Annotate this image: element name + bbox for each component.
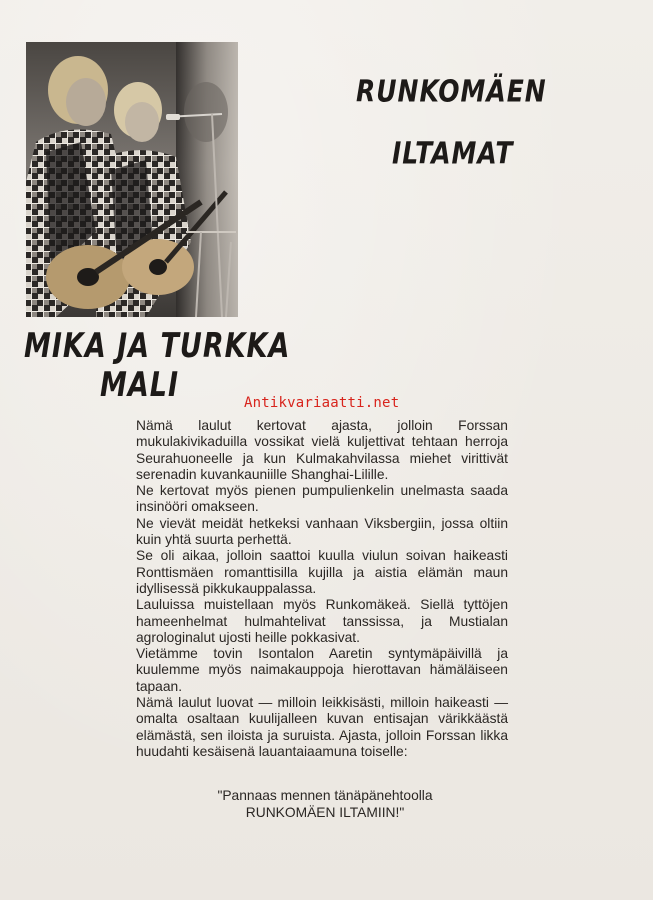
title-line-2: ILTAMAT [392, 136, 514, 171]
artist-line-1: MIKA JA TURKKA [24, 327, 291, 366]
paragraph: Ne vievät meidät hetkeksi vanhaan Viksbergiin, jossa oltiin kuin yhtä suurta perhettä. [136, 515, 508, 548]
liner-notes [136, 418, 508, 760]
paragraph: Nämä laulut kertovat ajasta, jolloin Forssan mukulakivikaduilla vossikat vielä kuljettivat tehtaan herroja Seurahuoneelle ja kun Kulmakahvilassa miehet virittivät serenadin kuvankauniille Shanghai-Lilille. [136, 418, 508, 482]
quote-line-2: RUNKOMÄEN ILTAMIIN!" [245, 805, 405, 820]
quote-line-1: "Pannaas mennen tänäpänehtoolla [217, 788, 433, 803]
paragraph: Nämä laulut luovat — milloin leikkisästi, milloin haikeasti — omalta osaltaan kuulijalleen kuvan entisajan värikkäästä elämästä, sen iloista ja suruista. Ajasta, jolloin Forssan likka huudahti kesäisenä lauantaiaamuna toiselle: [136, 695, 508, 759]
watermark: Antikvariaatti.net [244, 395, 400, 411]
artist-line-2: MALI [100, 366, 180, 405]
paragraph: Se oli aikaa, jolloin saattoi kuulla viulun soivan haikeasti Ronttismäen romanttisilla kujilla ja aistia elämän maun idyllisessä pikkukauppalassa. [136, 548, 508, 596]
paragraph: Ne kertovat myös pienen pumpulienkelin unelmasta saada insinööri omakseen. [136, 483, 508, 515]
band-photo-illustration [26, 42, 238, 317]
paragraph: Lauluissa muistellaan myös Runkomäkeä. Siellä tyttöjen hameenhelmat hulmahtelivat tanssissa, ja Mustialan agrologinalut ujosti heille pokkasivat. [136, 597, 508, 645]
title-line-1: RUNKOMÄEN [356, 74, 547, 109]
closing-quote [160, 787, 490, 821]
paragraph: Vietämme tovin Isontalon Aaretin syntymäpäivillä ja kuulemme myös naimakauppoja hierottavan hämäläiseen tapaan. [136, 646, 508, 694]
band-photo [26, 42, 238, 317]
